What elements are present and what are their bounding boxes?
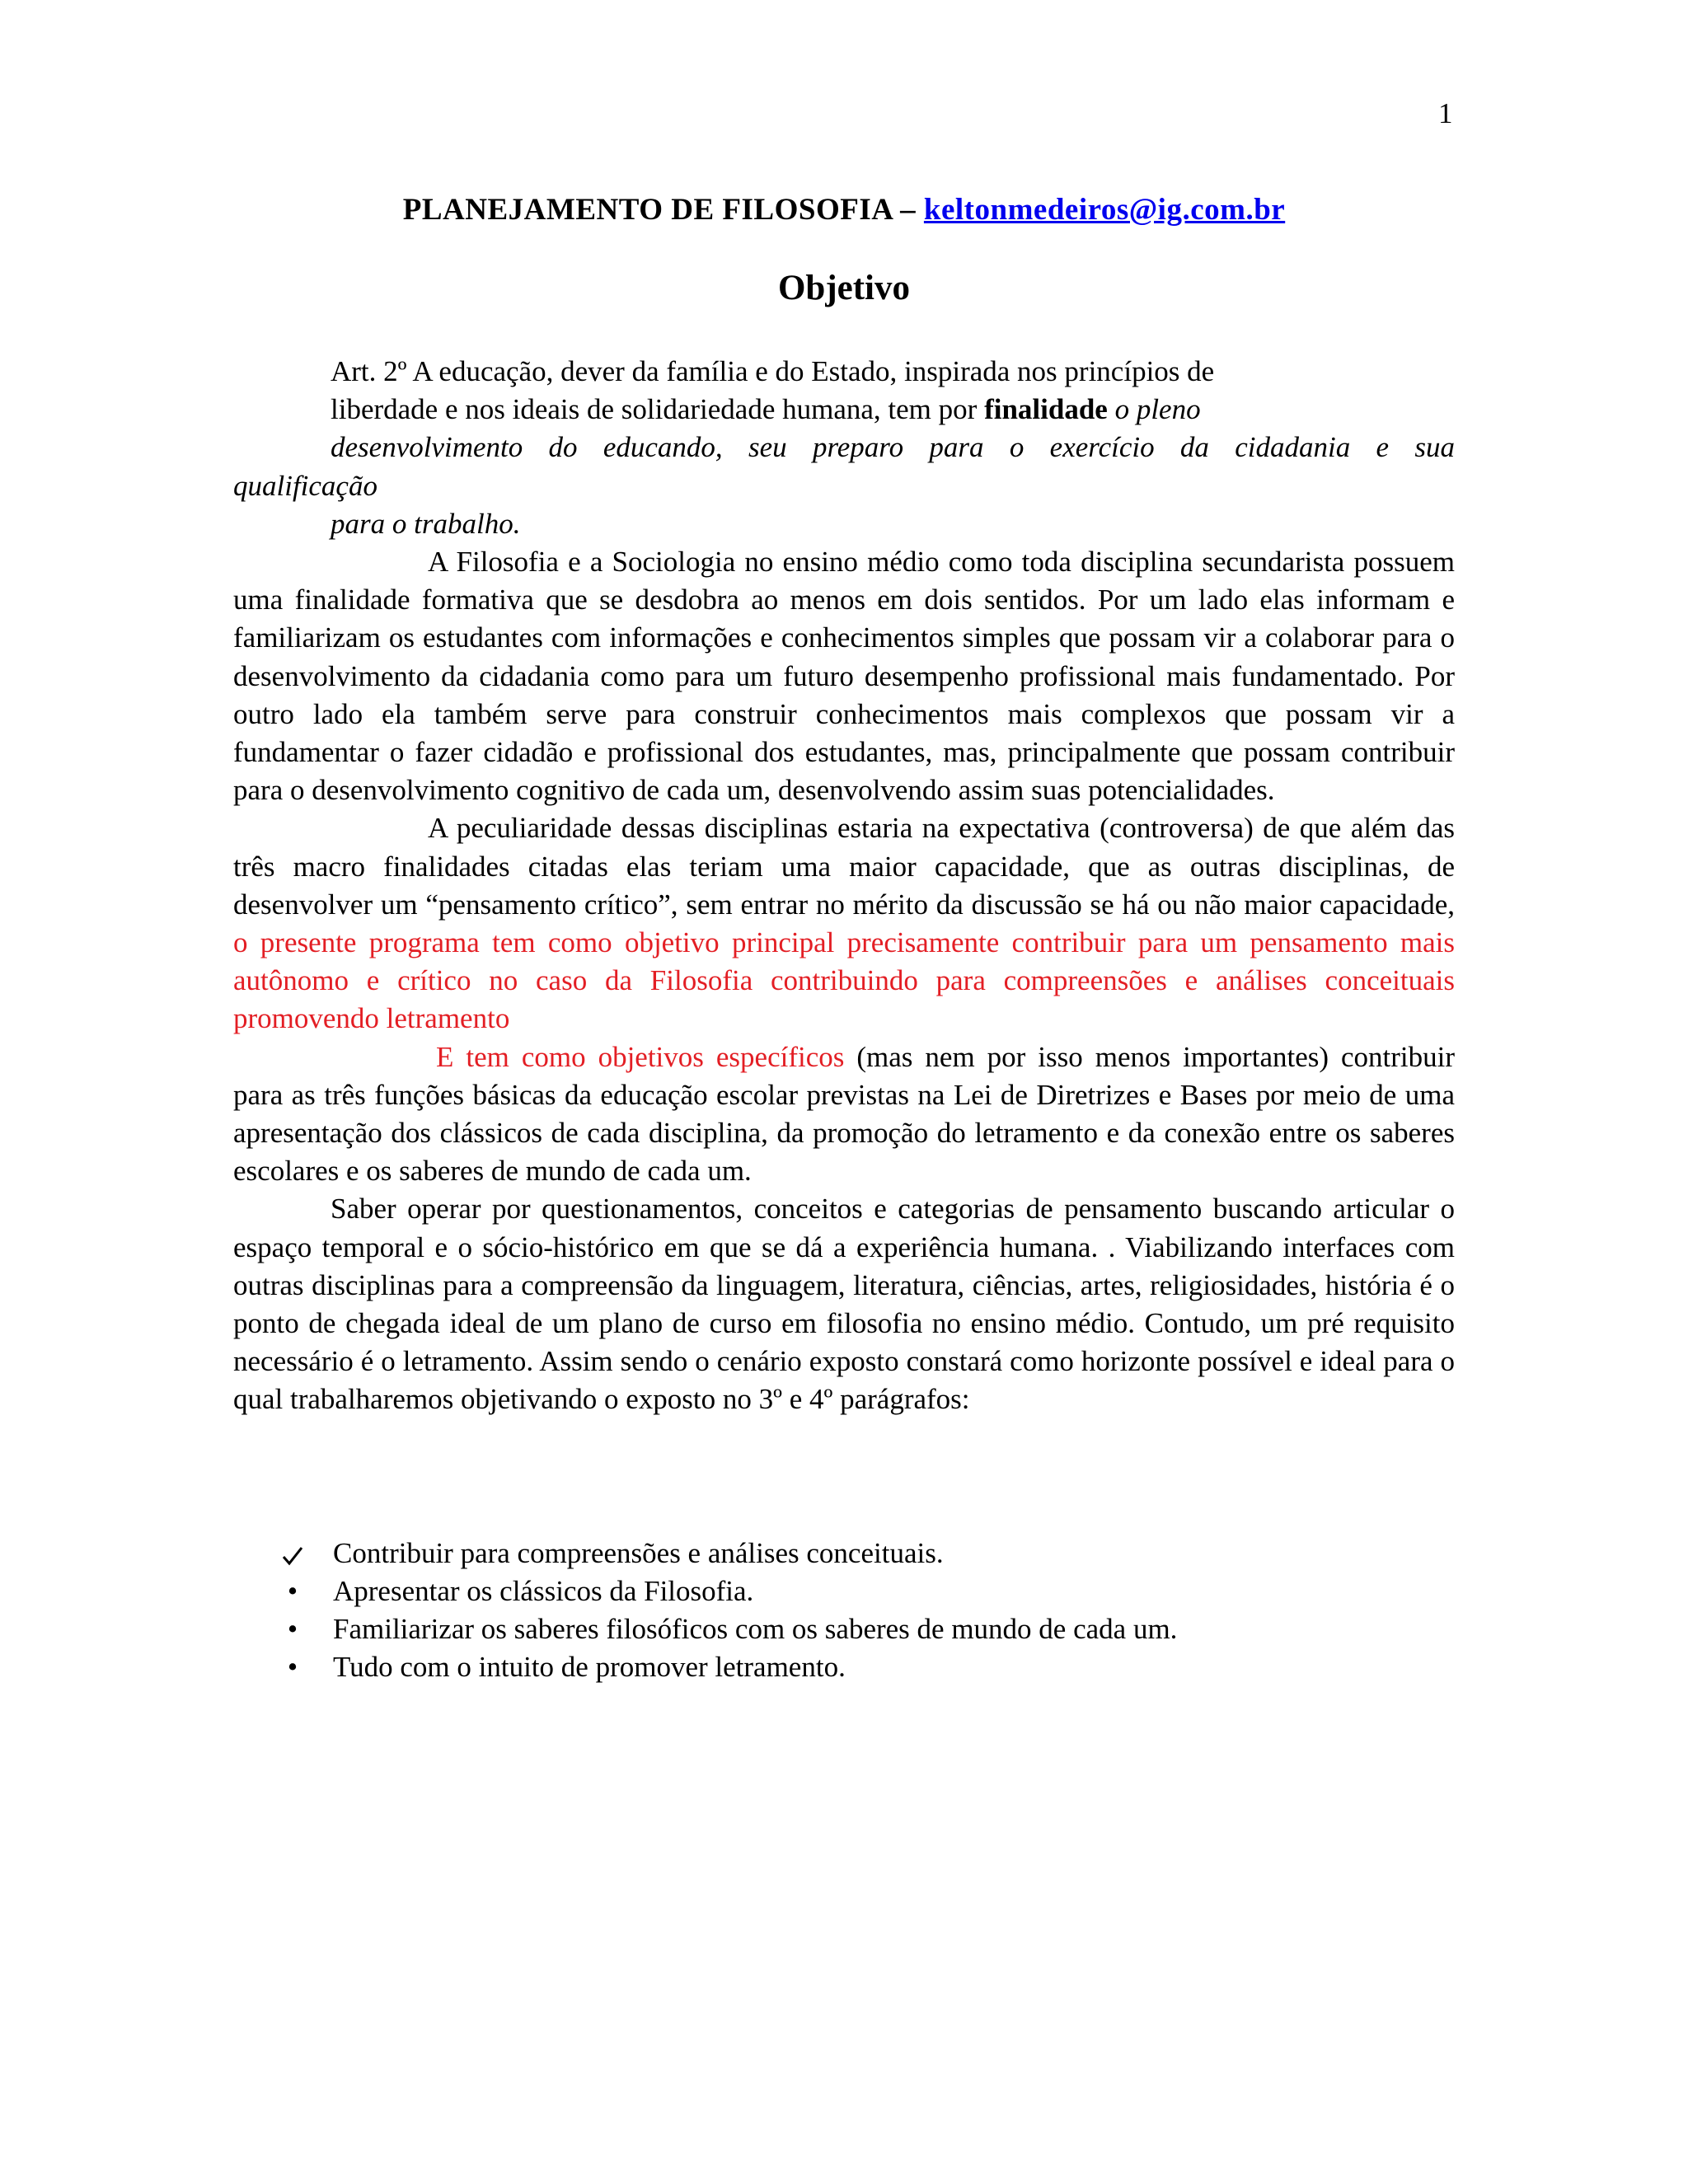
document-title — [0, 192, 1688, 227]
article-line-2-text: liberdade e nos ideais de solidariedade humana, tem por — [331, 393, 978, 426]
list-item — [280, 1610, 1177, 1648]
list-item-text: Familiarizar os saberes filosóficos com os saberes de mundo de cada um. — [333, 1613, 1178, 1645]
paragraph-3-text: (mas nem por isso menos importantes) contribuir para as três funções básicas da educação escolar previstas na Lei de Diretrizes e Bases por meio de uma apresentação dos clássicos de cada disciplina, da promoção do letramento e da conexão entre os saberes escolares e os saberes de mundo de cada um. — [233, 1040, 1456, 1188]
document-body — [233, 353, 1455, 1419]
article-line-3: desenvolvimento do educando, seu preparo para o exercício da cidadania e sua — [331, 431, 1455, 464]
article-line-2 — [331, 391, 1455, 429]
list-item-text: Apresentar os clássicos da Filosofia. — [333, 1575, 754, 1607]
paragraph-2 — [233, 809, 1455, 1038]
title-separator: – — [900, 193, 917, 227]
section-heading: Objetivo — [777, 269, 911, 307]
checkmark-icon — [280, 1535, 305, 1572]
objectives-list — [280, 1535, 1177, 1686]
law-article-quote — [233, 353, 1455, 467]
list-item-text: Contribuir para compreensões e análises conceituais. — [333, 1537, 944, 1569]
paragraph-1: A Filosofia e a Sociologia no ensino médio como toda disciplina secundarista possuem uma finalidade formativa que se desdobra ao menos em dois sentidos. Por um lado elas informam e familiarizam os estudantes com informações e conhecimentos simples que possam vir a colaborar para o desenvolvimento da cidadania como para um futuro desempenho profissional mais fundamentado. Por outro lado ela também serve para construir conhecimentos mais complexos que possam vir a fundamentar o fazer cidadão e profissional dos estudantes, mas, principalmente que possam contribuir para o desenvolvimento cognitivo de cada um, desenvolvendo assim suas potencialidades. — [233, 546, 1455, 807]
email-link[interactable]: keltonmedeiros@ig.com.br — [923, 193, 1286, 227]
article-line-4: qualificação — [233, 469, 377, 502]
paragraph-3-highlight: E tem como objetivos específicos — [436, 1040, 845, 1073]
article-bold-term: finalidade — [984, 393, 1108, 426]
list-item — [280, 1572, 1177, 1610]
article-line-1: Art. 2º A educação, dever da família e do Estado, inspirada nos princípios de — [331, 355, 1215, 387]
paragraph-2-highlight: o presente programa tem como objetivo principal precisamente contribuir para um pensamento mais autônomo e crítico no caso da Filosofia contribuindo para compreensões e análises conceituais promovendo letramento — [233, 926, 1455, 1035]
list-item — [280, 1648, 1177, 1686]
paragraph-3 — [233, 1038, 1455, 1191]
list-item-text: Tudo com o intuito de promover letramento. — [333, 1651, 846, 1683]
bullet-icon: • — [287, 1651, 298, 1683]
paragraph-4: Saber operar por questionamentos, conceitos e categorias de pensamento buscando articular o espaço temporal e o sócio-histórico em que se dá a experiência humana. . Viabilizando interfaces com outras disciplinas para a compreensão da linguagem, literatura, ciências, artes, religiosidades, história é o ponto de chegada ideal de um plano de curso em filosofia no ensino médio. Contudo, um pré requisito necessário é o letramento. Assim sendo o cenário exposto constará como horizonte possível e ideal para o qual trabalharemos objetivando o exposto no 3º e 4º parágrafos: — [233, 1193, 1455, 1416]
page-number: 1 — [1438, 97, 1453, 129]
bullet-icon: • — [287, 1575, 298, 1607]
article-italic-start: o pleno — [1114, 393, 1201, 426]
article-line-5: para o trabalho. — [331, 507, 521, 540]
title-text: PLANEJAMENTO DE FILOSOFIA — [402, 193, 893, 227]
list-item — [280, 1535, 1177, 1572]
bullet-icon: • — [287, 1613, 298, 1645]
paragraph-2-text: A peculiaridade dessas disciplinas estaria na expectativa (controversa) de que além das três macro finalidades citadas elas teriam uma maior capacidade, que as outras disciplinas, de desenvolver um “pensamento crítico”, sem entrar no mérito da discussão se há ou não maior capacidade, — [233, 812, 1455, 921]
